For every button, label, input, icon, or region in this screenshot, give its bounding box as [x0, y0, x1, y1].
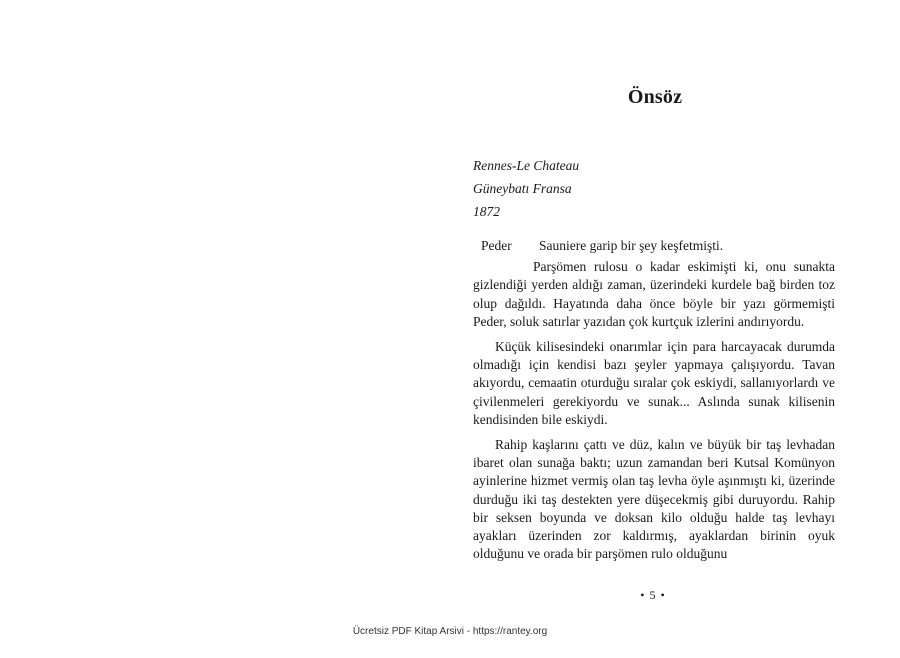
- paragraph: Rahip kaşlarını çattı ve düz, kalın ve büyük bir taş levhadan ibaret olan sunağa baktı; uzun zamandan beri Kutsal Komünyon ayinlerine hizmet vermiş olan taş levha öyle aşınmıştı ki, üzerinde durduğu iki taş destekten yere düşecekmiş gibi duruyordu. Rahip bir seksen boyunda ve doksan kilo olduğu halde taş levhayı ayakları üzerinden zor kaldırmış, ayaklardan birinin oyuk olduğunu ve orada bir parşömen rulo olduğunu: [473, 437, 835, 562]
- opening-line: [473, 237, 835, 255]
- chapter-body: [473, 237, 835, 570]
- place-and-date: [473, 154, 579, 223]
- region-line: Güneybatı Fransa: [473, 181, 572, 196]
- chapter-title: Önsöz: [627, 86, 683, 108]
- year-line: 1872: [473, 204, 500, 219]
- opening-sentence: Sauniere garip bir şey keşfetmişti.: [539, 238, 724, 253]
- paragraph: Küçük kilisesindeki onarımlar için para harcayacak durumda olmadığı için kendisi bazı şeyler yapmaya çalışıyordu. Tavan akıyordu, cemaatin oturduğu sıralar çok eskiydi, sallanıyorlardı ve çivilenmeleri gerekiyordu ve sunak... Aslında sunak kilisenin kendisinden bile eskiydi.: [473, 339, 835, 427]
- opening-word: Peder: [481, 238, 512, 253]
- footer-watermark: Ücretsiz PDF Kitap Arsivi - https://rantey.org: [352, 626, 548, 637]
- page-number: • 5 •: [640, 588, 666, 602]
- place-line: Rennes-Le Chateau: [473, 158, 580, 173]
- paragraph: Parşömen rulosu o kadar eskimişti ki, onu sunakta gizlendiği yerden aldığı zaman, üzerindeki kurdele bağ birden toz olup dağıldı. Hayatında daha önce böyle bir yazı görmemişti Peder, soluk satırlar yazıdan çok kurtçuk izlerini andırıyordu.: [473, 259, 835, 329]
